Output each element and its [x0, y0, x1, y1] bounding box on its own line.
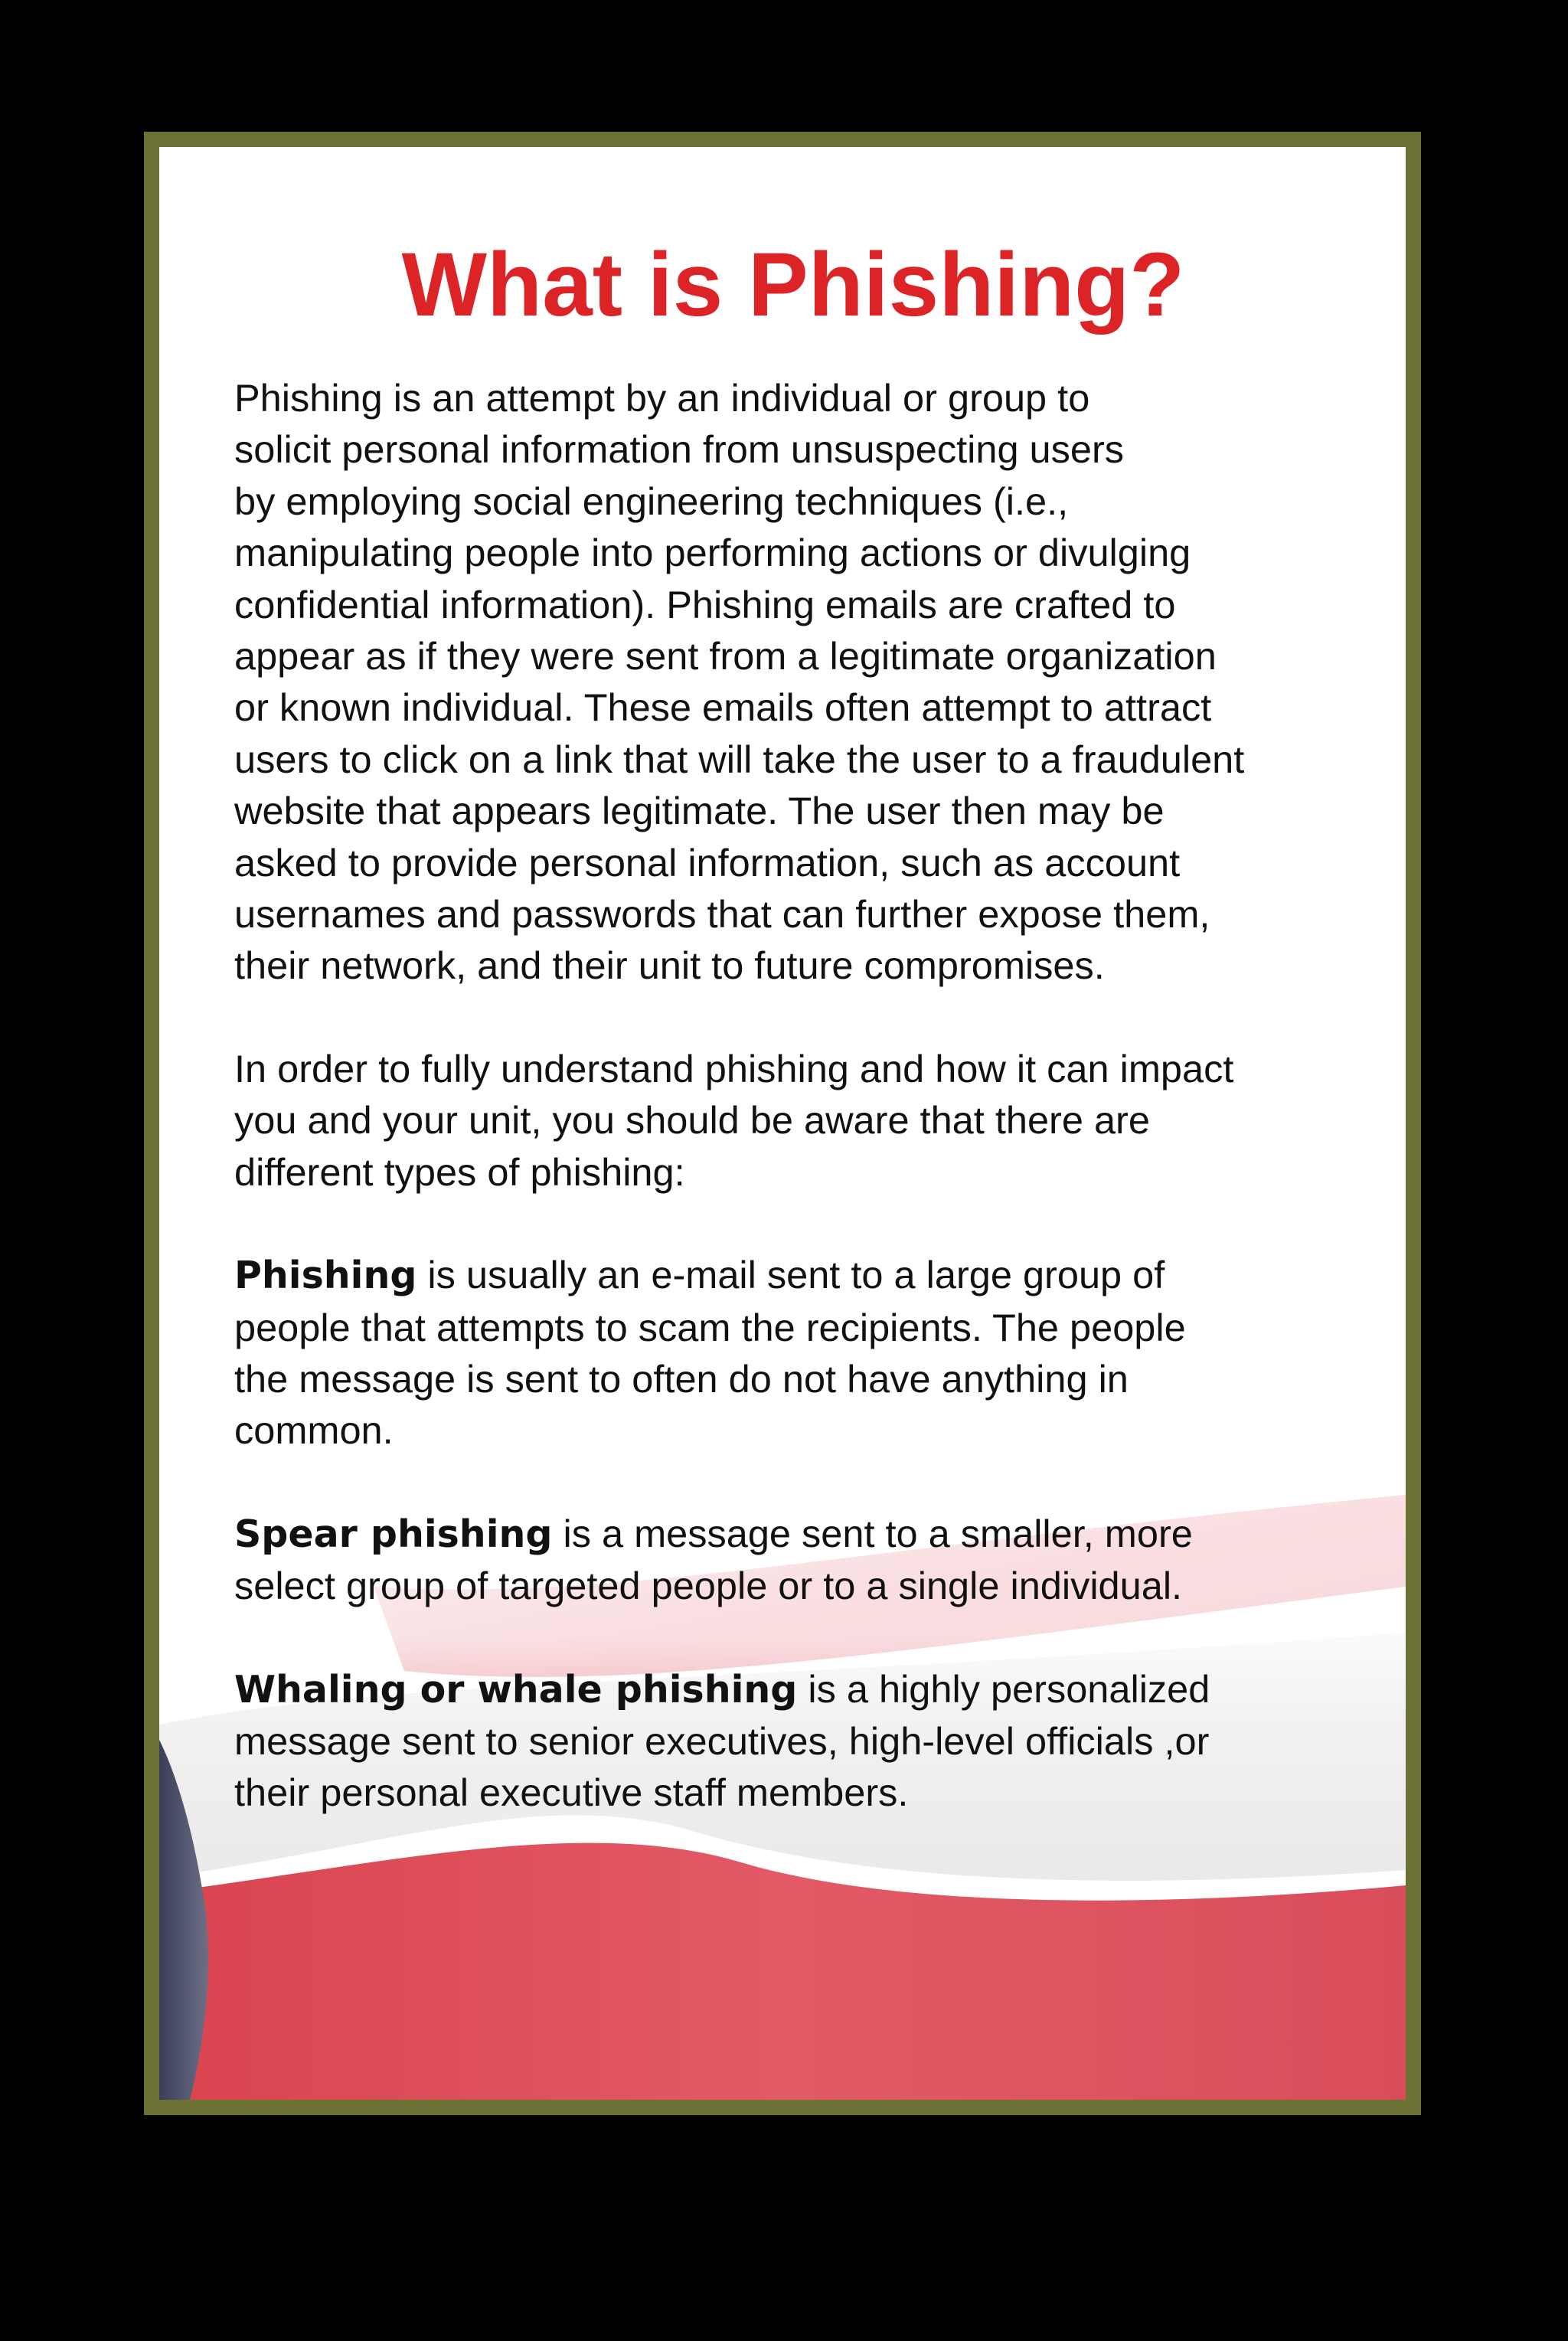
text-line: different types of phishing:	[234, 1149, 685, 1194]
spear-phishing-definition	[234, 1508, 1352, 1612]
types-intro-paragraph	[234, 1043, 1352, 1198]
term-whaling: Whaling or whale phishing	[234, 1667, 798, 1712]
text-line: manipulating people into performing actions or divulging	[234, 531, 1191, 575]
term-phishing: Phishing	[234, 1254, 417, 1298]
text-line: their personal executive staff members.	[234, 1770, 909, 1815]
text-line: select group of targeted people or to a single individual.	[234, 1564, 1183, 1608]
spacer	[234, 1457, 1352, 1508]
text-line: their network, and their unit to future compromises.	[234, 943, 1105, 988]
spacer	[234, 1612, 1352, 1663]
definition-first-line	[234, 1249, 1352, 1301]
text-line: message sent to senior executives, high-level officials ,or	[234, 1718, 1210, 1763]
spacer	[234, 1198, 1352, 1249]
text-line: confidential information). Phishing emails are crafted to	[234, 582, 1176, 626]
text-line: website that appears legitimate. The user then may be	[234, 789, 1165, 833]
poster-frame	[144, 132, 1421, 2115]
definition-text: is a highly personalized	[797, 1666, 1210, 1711]
spacer	[234, 992, 1352, 1043]
whaling-definition	[234, 1663, 1352, 1819]
text-line: common.	[234, 1408, 394, 1453]
text-line: you and your unit, you should be aware that there are	[234, 1098, 1150, 1143]
intro-paragraph	[234, 372, 1352, 992]
phishing-definition	[234, 1249, 1352, 1457]
text-line: usernames and passwords that can further expose them,	[234, 892, 1210, 937]
poster-content	[234, 231, 1352, 1819]
text-line: In order to fully understand phishing and how it can impact	[234, 1046, 1234, 1090]
page-title: What is Phishing?	[401, 234, 1185, 335]
text-line: Phishing is an attempt by an individual or group to	[234, 376, 1090, 420]
text-line: or known individual. These emails often attempt to attract	[234, 685, 1212, 730]
definition-text: is a message sent to a smaller, more	[552, 1511, 1193, 1555]
definition-text: is usually an e-mail sent to a large group of	[416, 1253, 1165, 1297]
definition-first-line	[234, 1663, 1352, 1715]
text-line: by employing social engineering techniques (i.e.,	[234, 479, 1069, 523]
text-line: users to click on a link that will take the user to a fraudulent	[234, 737, 1245, 781]
text-line: people that attempts to scam the recipients. The people	[234, 1305, 1186, 1349]
text-line: solicit personal information from unsuspecting users	[234, 427, 1125, 472]
text-line: asked to provide personal information, such as account	[234, 840, 1181, 884]
text-line: appear as if they were sent from a legitimate organization	[234, 634, 1217, 678]
text-line: the message is sent to often do not have anything in	[234, 1356, 1129, 1401]
term-spear-phishing: Spear phishing	[234, 1512, 553, 1556]
poster-panel	[159, 147, 1406, 2100]
definition-first-line	[234, 1508, 1352, 1560]
